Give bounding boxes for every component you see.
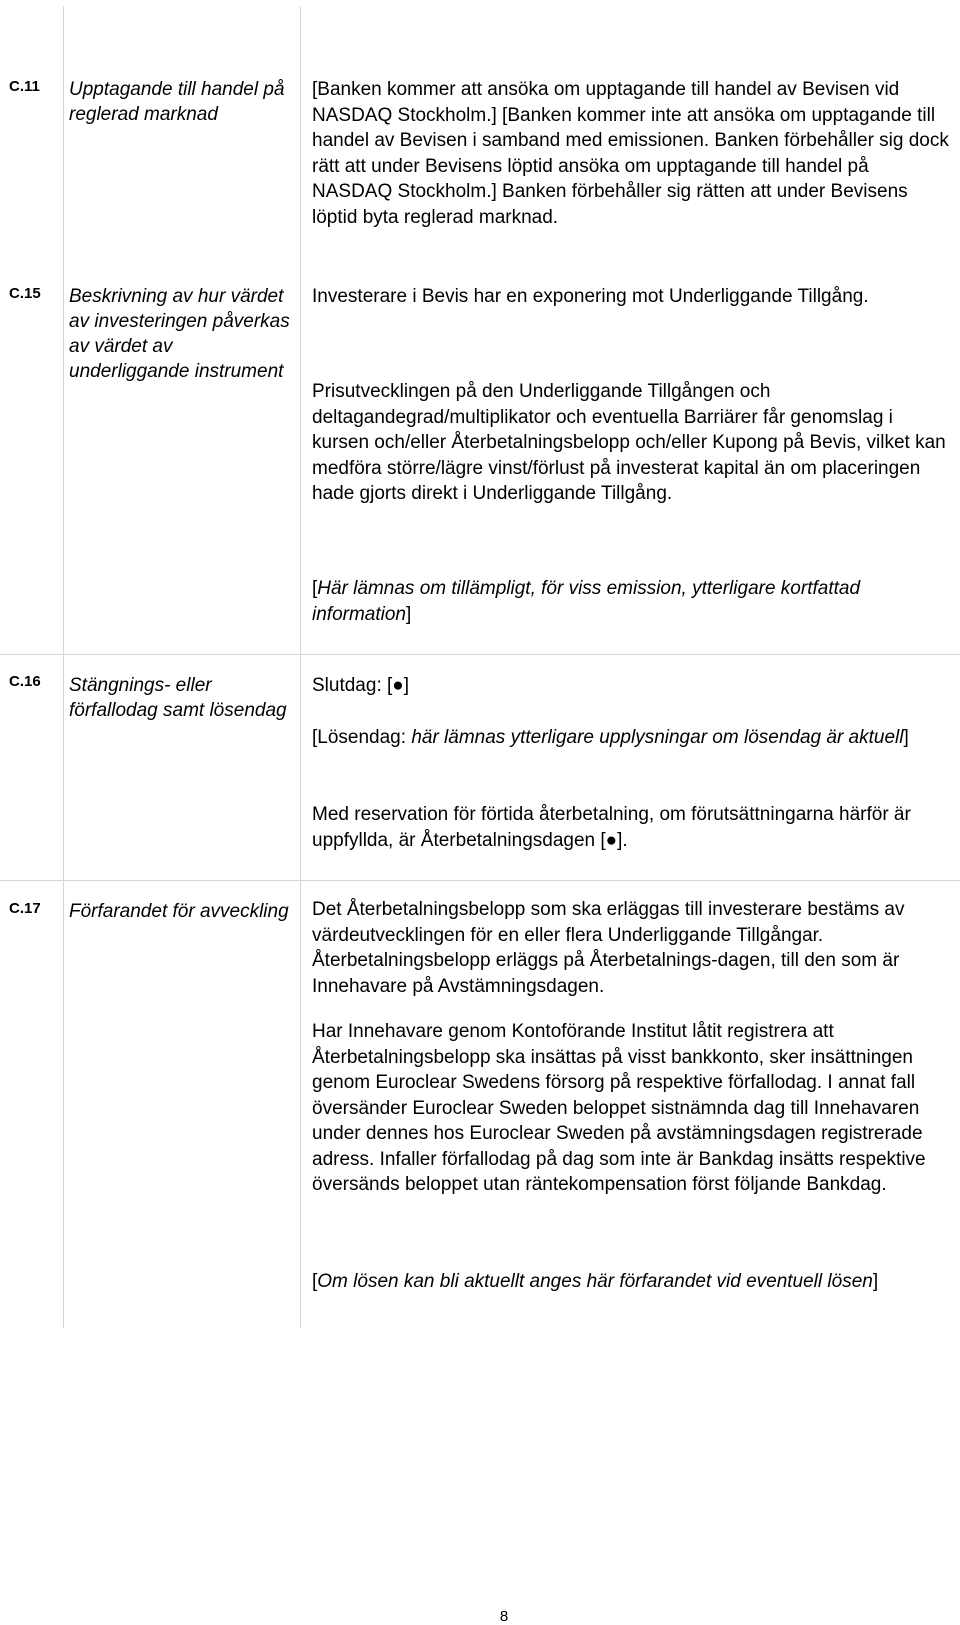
row-paragraph: Med reservation för förtida återbetalning, om förutsättningarna härför är uppfyllda, är Återbetalningsdagen [●].	[312, 804, 911, 851]
row-title: Förfarandet för avveckling	[69, 901, 289, 922]
column-divider-right	[300, 6, 301, 1328]
row-paragraph-bracketed: [Lösendag: här lämnas ytterligare upplysningar om lösendag är aktuell]	[312, 727, 909, 748]
row-code: C.16	[9, 673, 41, 690]
row-paragraph: Det Återbetalningsbelopp som ska erläggas till investerare bestäms av värdeutvecklingen för en eller flera Underliggande Tillgångar. Återbetalningsbelopp erläggs på Återbetalnings-dagen, till den som är Innehavare på Avstämningsdagen.	[312, 899, 905, 997]
bracketed-italic-text: här lämnas ytterligare upplysningar om lösendag är aktuell	[411, 727, 904, 748]
page-number: 8	[499, 1608, 509, 1625]
lösendag-label: Lösendag:	[317, 727, 407, 748]
bracketed-italic-text: Här lämnas om tillämpligt, för viss emission, ytterligare kortfattad information	[312, 578, 861, 625]
row-title: Upptagande till handel på reglerad marknad	[69, 79, 285, 125]
row-code: C.11	[9, 78, 40, 95]
row-divider-c17	[0, 880, 960, 881]
row-paragraph: Prisutvecklingen på den Underliggande Tillgången och deltagandegrad/multiplikator och eventuella Barriärer får genomslag i kursen och/eller Återbetalningsbelopp och/eller Kupong på Bevis, vilket kan medföra större/lägre vinst/förlust på investerat kapital än om placeringen hade gjorts direkt i Underliggande Tillgång.	[312, 381, 946, 504]
row-divider-c16	[0, 654, 960, 655]
row-title: Beskrivning av hur värdet av investeringen påverkas av värdet av underliggande instrument	[69, 286, 290, 382]
row-paragraph-bracketed: [Om lösen kan bli aktuellt anges här förfarandet vid eventuell lösen]	[312, 1271, 879, 1292]
row-title: Stängnings- eller förfallodag samt lösendag	[69, 675, 287, 721]
row-code: C.15	[9, 285, 41, 302]
column-divider-left	[63, 6, 64, 1328]
row-paragraph: [Banken kommer att ansöka om upptagande till handel av Bevisen vid NASDAQ Stockholm.] [Banken kommer inte att ansöka om upptagande till handel av Bevisen i samband med emissionen. Banken förbehåller sig dock rätt att under Bevisens löptid ansöka om upptagande till handel på NASDAQ Stockholm.] Banken förbehåller sig rätten att under Bevisens löptid byta reglerad marknad.	[312, 79, 949, 228]
row-code: C.17	[9, 900, 41, 917]
row-paragraph-bracketed: [Här lämnas om tillämpligt, för viss emission, ytterligare kortfattad information]	[312, 578, 861, 625]
row-paragraph: Slutdag: [●]	[312, 675, 410, 696]
bracketed-italic-text: Om lösen kan bli aktuellt anges här förfarandet vid eventuell lösen	[317, 1271, 873, 1292]
row-paragraph: Investerare i Bevis har en exponering mot Underliggande Tillgång.	[312, 286, 869, 307]
row-paragraph: Har Innehavare genom Kontoförande Institut låtit registrera att Återbetalningsbelopp ska insättas på visst bankkonto, sker insättningen genom Euroclear Swedens försorg på respektive förfallodag. I annat fall översänder Euroclear Sweden beloppet sistnämnda dag till Innehavaren under dennes hos Euroclear Sweden på avstämningsdagen registrerade adress. Infaller förfallodag på dag som inte är Bankdag insätts respektive översänds beloppet utan räntekompensation först följande Bankdag.	[312, 1021, 926, 1195]
